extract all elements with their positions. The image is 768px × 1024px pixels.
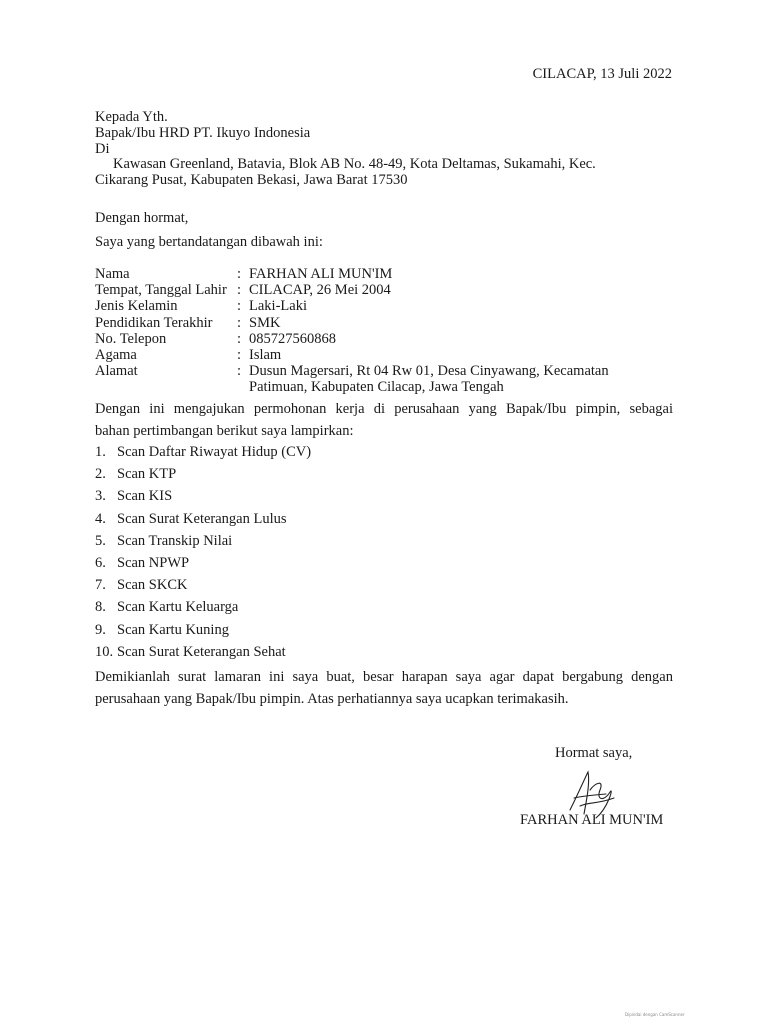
detail-label: Alamat — [95, 363, 138, 380]
list-text: Scan SKCK — [117, 577, 188, 594]
applicant-details — [95, 266, 609, 396]
detail-row-education — [95, 315, 609, 331]
detail-separator: : — [237, 330, 242, 347]
recipient-block — [95, 109, 310, 157]
detail-row-religion — [95, 347, 609, 363]
list-item — [95, 485, 311, 507]
list-item — [95, 596, 311, 618]
letter-date: CILACAP, 13 Juli 2022 — [532, 66, 672, 82]
recipient-line: Kepada Yth. — [95, 109, 168, 125]
list-item — [95, 552, 311, 574]
list-text: Scan Surat Keterangan Sehat — [117, 643, 286, 660]
list-item — [95, 641, 311, 663]
list-text: Scan Daftar Riwayat Hidup (CV) — [117, 444, 312, 460]
detail-row-phone — [95, 331, 609, 347]
list-item — [95, 574, 311, 596]
detail-label: No. Telepon — [95, 330, 167, 347]
detail-value: 085727560868 — [249, 330, 336, 347]
detail-value: Islam — [249, 347, 282, 364]
list-number: 9. — [95, 621, 106, 638]
list-text: Scan NPWP — [117, 555, 190, 572]
detail-label: Nama — [95, 266, 130, 282]
address-line: Kawasan Greenland, Batavia, Blok AB No. 48-49, Kota Deltamas, Sukamahi, Kec. — [113, 156, 596, 172]
detail-row-gender — [95, 298, 609, 314]
recipient-address — [95, 156, 596, 188]
address-line: Cikarang Pusat, Kabupaten Bekasi, Jawa Barat 17530 — [95, 172, 408, 188]
detail-label: Pendidikan Terakhir — [95, 314, 213, 331]
recipient-line: Bapak/Ibu HRD PT. Ikuyo Indonesia — [95, 125, 311, 141]
detail-separator: : — [237, 266, 242, 282]
scanner-watermark: Dipindai dengan CamScanner — [625, 1012, 685, 1017]
detail-value: SMK — [249, 314, 281, 331]
paragraph-line: Demikianlah surat lamaran ini saya buat, besar harapan saya agar dapat bergabung dengan — [95, 669, 673, 685]
list-number: 7. — [95, 577, 106, 594]
detail-value: FARHAN ALI MUN'IM — [249, 266, 393, 282]
list-item — [95, 619, 311, 641]
detail-row-birth — [95, 282, 609, 298]
detail-label: Agama — [95, 347, 137, 364]
list-item — [95, 508, 311, 530]
request-paragraph — [95, 398, 673, 442]
paragraph-line: Dengan ini mengajukan permohonan kerja di perusahaan yang Bapak/Ibu pimpin, sebagai — [95, 401, 673, 417]
greeting: Dengan hormat, — [95, 210, 189, 226]
list-number: 10. — [95, 643, 114, 660]
list-number: 2. — [95, 466, 106, 483]
detail-separator: : — [237, 347, 242, 364]
intro-line: Saya yang bertandatangan dibawah ini: — [95, 234, 323, 250]
list-text: Scan Surat Keterangan Lulus — [117, 510, 287, 527]
detail-address-continuation: Patimuan, Kabupaten Cilacap, Jawa Tengah — [249, 379, 504, 396]
detail-row-address — [95, 363, 609, 379]
detail-separator: : — [237, 298, 242, 315]
list-number: 3. — [95, 488, 106, 505]
recipient-line: Di — [95, 141, 110, 157]
list-number: 5. — [95, 532, 106, 549]
detail-value: CILACAP, 26 Mei 2004 — [249, 282, 391, 299]
list-text: Scan Kartu Keluarga — [117, 599, 239, 616]
list-item — [95, 463, 311, 485]
closing-paragraph — [95, 666, 673, 710]
detail-row-name — [95, 266, 609, 282]
list-number: 4. — [95, 510, 106, 527]
closing-salutation: Hormat saya, — [555, 745, 633, 761]
list-item — [95, 441, 311, 463]
list-number: 6. — [95, 555, 106, 572]
paragraph-line: perusahaan yang Bapak/Ibu pimpin. Atas perhatiannya saya ucapkan terimakasih. — [95, 691, 569, 707]
list-text: Scan Transkip Nilai — [117, 532, 233, 549]
detail-label: Tempat, Tanggal Lahir — [95, 282, 227, 299]
detail-value: Dusun Magersari, Rt 04 Rw 01, Desa Cinyawang, Kecamatan — [249, 363, 609, 380]
list-number: 1. — [95, 444, 106, 460]
paragraph-line: bahan pertimbangan berikut saya lampirkan: — [95, 423, 354, 439]
attachment-list — [95, 441, 311, 663]
detail-label: Jenis Kelamin — [95, 298, 178, 315]
signer-name: FARHAN ALI MUN'IM — [520, 812, 664, 828]
list-text: Scan KIS — [117, 488, 173, 505]
detail-separator: : — [237, 282, 242, 299]
detail-separator: : — [237, 314, 242, 331]
list-item — [95, 530, 311, 552]
list-text: Scan KTP — [117, 466, 177, 483]
detail-value: Laki-Laki — [249, 298, 307, 315]
detail-separator: : — [237, 363, 242, 380]
list-text: Scan Kartu Kuning — [117, 621, 229, 638]
list-number: 8. — [95, 599, 106, 616]
